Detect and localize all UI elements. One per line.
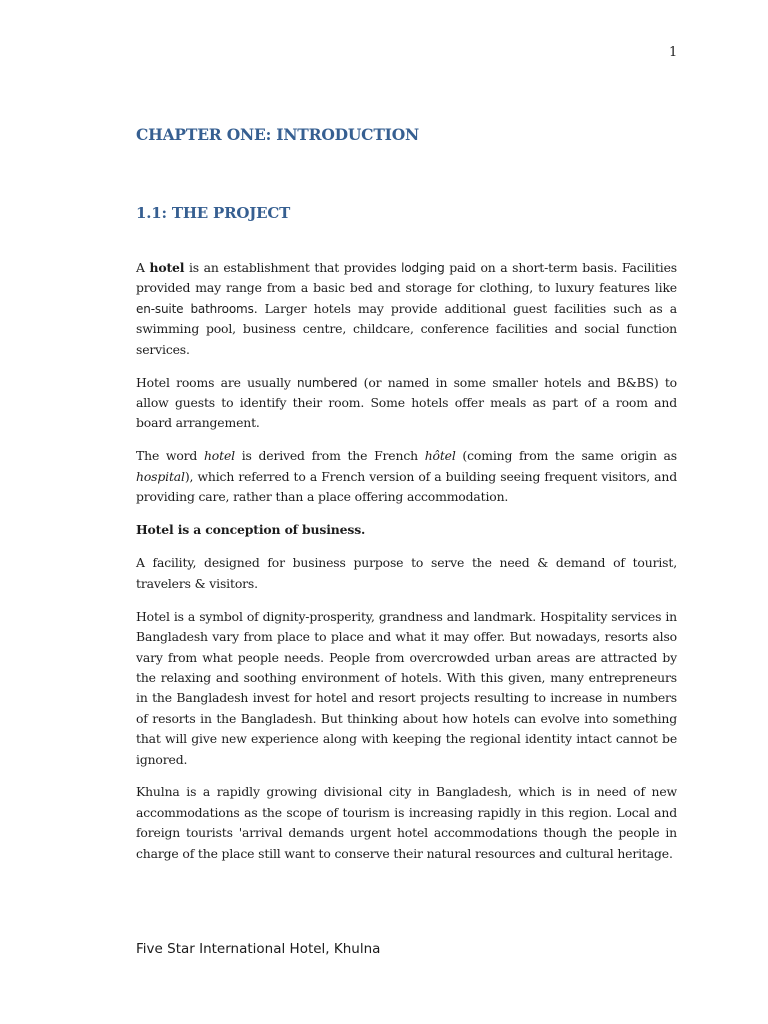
term-hotel-italic: hotel [203, 448, 235, 464]
page-footer: Five Star International Hotel, Khulna [136, 941, 381, 957]
paragraph-facility: A facility, designed for business purpose to serve the need & demand of tourist, travelers & visitors. [136, 555, 677, 591]
term-hotel: hotel [149, 260, 185, 275]
term-hotel-french: hôtel [424, 448, 456, 464]
link-lodging: lodging [401, 261, 445, 275]
paragraph-conception: Hotel is a conception of business. [136, 521, 366, 537]
chapter-title: CHAPTER ONE: INTRODUCTION [136, 125, 419, 144]
body-text [136, 258, 677, 877]
link-numbered: numbered [296, 375, 358, 390]
paragraph-symbol: Hotel is a symbol of dignity-prosperity, grandness and landmark. Hospitality services in Bangladesh vary from place to place and what it may offer. But nowadays, resorts also vary from what people needs. People from overcrowded urban areas are attracted by the relaxing and soothing environment of hotels. With this given, many entrepreneurs in the Bangladesh invest for hotel and resort projects resulting to increase in numbers of resorts in the Bangladesh. But thinking about how hotels can evolve into something that will give new experience along with keeping the regional identity intact cannot be ignored. [136, 608, 677, 767]
paragraph-khulna: Khulna is a rapidly growing divisional city in Bangladesh, which is in need of new accommodations as the scope of tourism is increasing rapidly in this region. Local and foreign tourists 'arrival demands urgent hotel accommodations though the people in charge of the place still want to conserve their natural resources and cultural heritage. [136, 784, 677, 861]
paragraph-etymology: The word hotel is derived from the French hôtel (coming from the same origin as hospital), which referred to a French version of a building seeing frequent visitors, and providing care, rather than a place offering accommodation. [136, 448, 677, 505]
section-title: 1.1: THE PROJECT [136, 204, 291, 222]
term-hospital: hospital [136, 468, 185, 484]
paragraph-hotel-definition: A hotel is an establishment that provides lodging paid on a short-term basis. Facilities provided may range from a basic bed and storage for clothing, to luxury features like en-suite bathrooms. Larger hotels may provide additional guest facilities such as a swimming pool, business centre, childcare, conference facilities and social function services. [136, 260, 677, 357]
link-ensuite: en-suite bathrooms [136, 301, 254, 316]
page-number: 1 [669, 45, 678, 60]
paragraph-hotel-rooms: Hotel rooms are usually numbered (or named in some smaller hotels and B&BS) to allow guests to identify their room. Some hotels offer meals as part of a room and board arrangement. [136, 374, 677, 431]
